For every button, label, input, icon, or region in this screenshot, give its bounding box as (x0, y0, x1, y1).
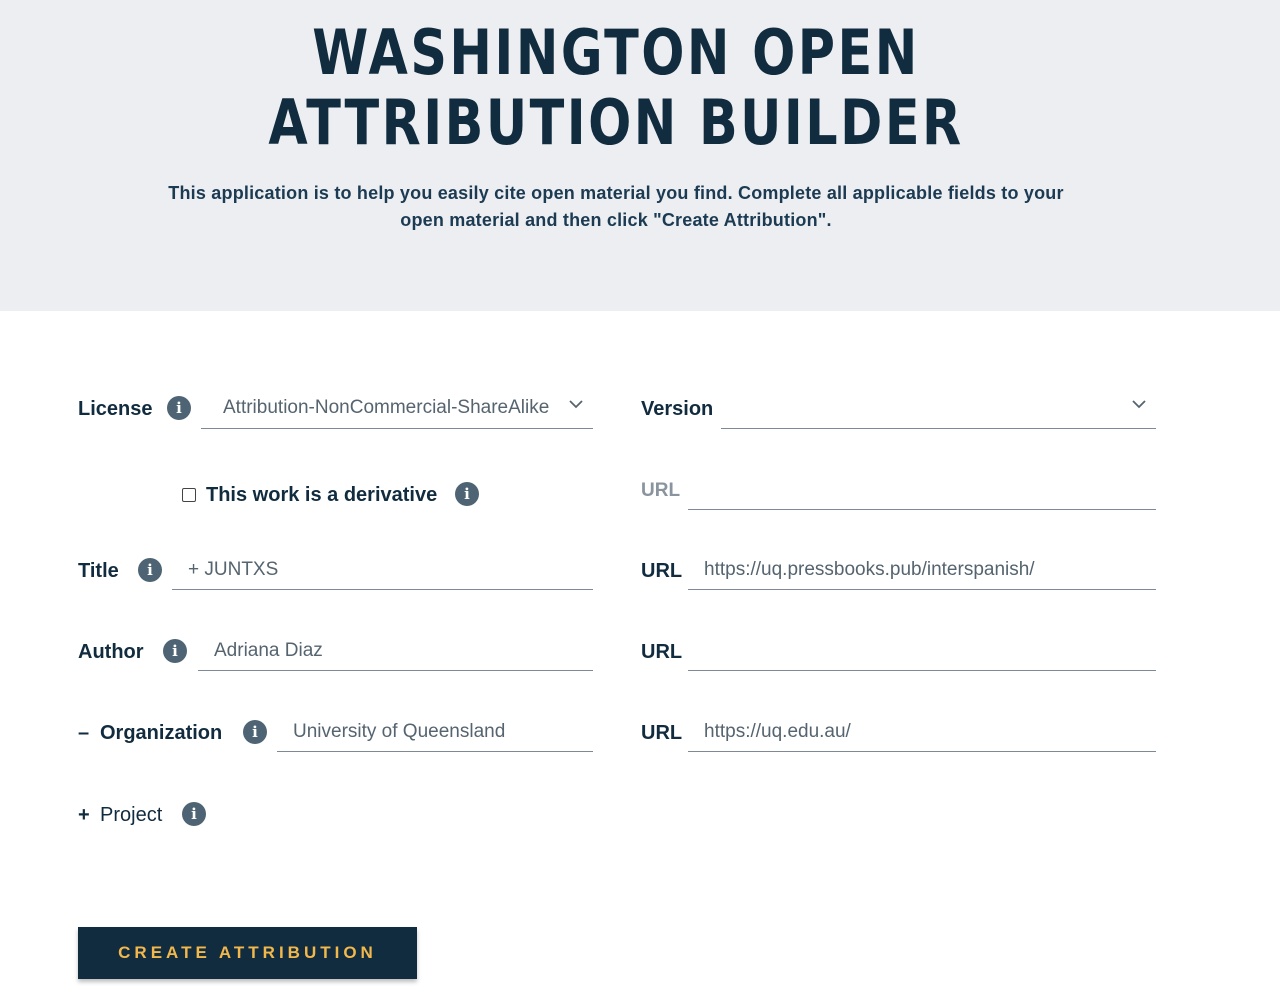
info-icon[interactable]: i (167, 396, 191, 420)
info-icon[interactable]: i (455, 482, 479, 506)
create-attribution-button[interactable]: CREATE ATTRIBUTION (78, 927, 417, 979)
chevron-down-icon (567, 397, 585, 411)
author-label: Author (78, 641, 144, 663)
info-icon[interactable]: i (163, 639, 187, 663)
title-label: Title (78, 560, 119, 582)
derivative-url-label: URL (641, 480, 681, 501)
author-input[interactable] (198, 631, 593, 671)
project-label: Project (100, 804, 163, 826)
page-title-line-2: ATTRIBUTION BUILDER (268, 86, 964, 159)
info-icon[interactable]: i (243, 720, 267, 744)
license-label: License (78, 398, 153, 420)
version-label: Version (641, 398, 714, 420)
title-input[interactable] (172, 550, 593, 590)
organization-input[interactable] (277, 712, 593, 752)
author-url-label: URL (641, 641, 683, 663)
title-url-label: URL (641, 560, 683, 582)
version-select[interactable] (721, 389, 1156, 429)
organization-url-label: URL (641, 722, 683, 744)
organization-url-input[interactable] (688, 712, 1156, 752)
page-header (0, 0, 1280, 311)
organization-toggle[interactable] (78, 722, 222, 745)
title-url-input[interactable] (688, 550, 1156, 590)
project-toggle[interactable] (78, 804, 162, 827)
author-url-input[interactable] (688, 631, 1156, 671)
chevron-down-icon (1130, 397, 1148, 411)
info-icon[interactable]: i (182, 802, 206, 826)
organization-label: Organization (100, 722, 223, 744)
derivative-label: This work is a derivative (206, 484, 438, 506)
license-select-value: Attribution-NonCommercial-ShareAlike (223, 397, 550, 418)
page-title-line-1: WASHINGTON OPEN (312, 16, 920, 89)
collapse-icon: – (78, 722, 90, 744)
derivative-checkbox[interactable] (182, 488, 196, 502)
page-description: This application is to help you easily cite open material you find. Complete all applicable fields to your open material and then click "Create Attribution". (168, 183, 1064, 230)
expand-icon: + (78, 804, 90, 826)
derivative-url-input[interactable] (688, 470, 1156, 510)
license-select[interactable] (201, 389, 593, 429)
info-icon[interactable]: i (138, 558, 162, 582)
